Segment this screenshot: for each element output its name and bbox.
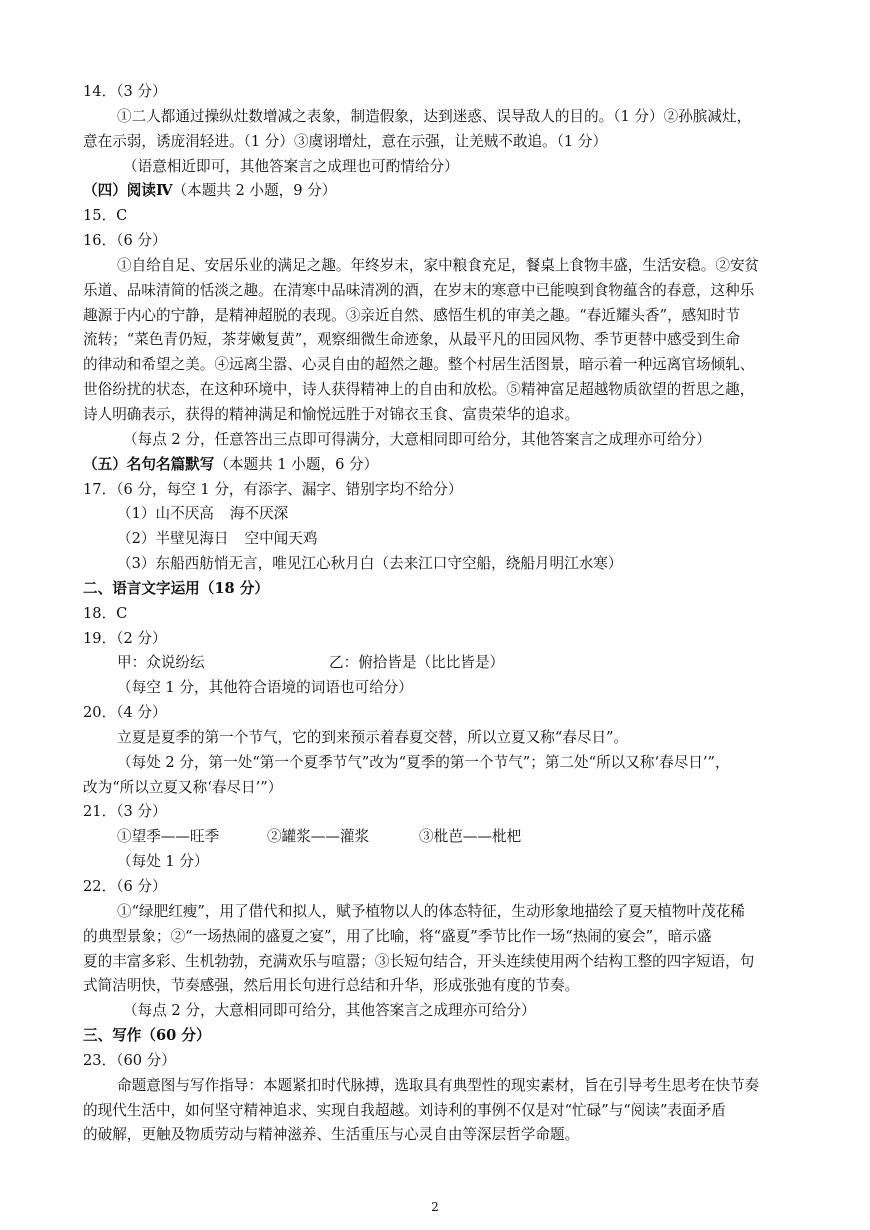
q22-line-3: 夏的丰富多彩、生机勃勃，充满欢乐与喧嚣；③长短句结合，开头连续使用两个结构工整的四字短语，句 (83, 952, 755, 970)
q22-line-4: 式简洁明快，节奏感强，然后用长句进行总结和升华，形成张弛有度的节奏。 (83, 977, 580, 995)
q16-note: （每点 2 分，任意答出三点即可得满分，大意相同即可给分，其他答案言之成理亦可给分） (123, 430, 711, 448)
item-answer-b: 海不厌深 (229, 505, 289, 523)
q20-heading: 20．（4 分） (83, 704, 167, 722)
item-answer-a: 山不厌高 (155, 505, 214, 523)
q20-answer: 立夏是夏季的第一个节气，它的到来预示着春夏交替，所以立夏又称“春尽日”。 (117, 728, 629, 746)
q14-note: （语意相近即可，其他答案言之成理也可酌情给分） (123, 157, 459, 175)
q15-answer: 15．C (83, 207, 128, 225)
section-desc: （本题共 1 小题，6 分） (214, 455, 379, 473)
item-answer-a: 东船西舫悄无言，唯见江心秋月白（去来江口守空船，绕船月明江水寒） (155, 555, 623, 573)
correction-1: ①望季——旺季 (117, 828, 220, 846)
q14-line-1: ①二人都通过操纵灶数增减之表象，制造假象，达到迷惑、误导敌人的目的。（1 分）②孙膑减灶， (117, 107, 752, 125)
q14-line-2: 意在示弱，诱庞涓轻进。（1 分）③虞诩增灶，意在示强，让羌贼不敢追。（1 分） (83, 132, 608, 150)
part-heading-writing (83, 1024, 783, 1049)
item-answer-a: 半壁见海日 (155, 530, 229, 548)
answer-jia: 甲：众说纷纭 (117, 654, 205, 672)
q16-line-1: ①自给自足、安居乐业的满足之趣。年终岁末，家中粮食充足，餐桌上食物丰盛，生活安稳。②安贫 (117, 256, 760, 274)
q16-line-2: 乐道、品味清简的恬淡之趣。在清寒中品味清冽的酒，在岁末的寒意中已能嗅到食物蕴含的春意，这种乐 (83, 281, 755, 299)
q18-answer: 18．C (83, 604, 128, 622)
q21-answers (83, 825, 783, 850)
q20-note-line-2: 改为“所以立夏又称‘春尽日’”） (83, 778, 283, 796)
q16-heading: 16．（6 分） (83, 232, 167, 250)
answer-yi: 乙：俯拾皆是（比比皆是） (329, 654, 505, 672)
q22-heading: 22．（6 分） (83, 878, 167, 895)
q14-heading: 14．（3 分） (83, 83, 167, 100)
q19-note: （每空 1 分，其他符合语境的词语也可给分） (117, 679, 413, 697)
part-desc: （60 分） (141, 1027, 211, 1045)
section-title: （五）名句名篇默写 (83, 455, 215, 473)
q16-line-3: 趣源于内心的宁静，是精神超脱的表现。③亲近自然、感悟生机的审美之趣。“春近耀头香”，感知时节 (83, 306, 741, 324)
section-heading-reading-4 (83, 179, 783, 204)
q19-answers (83, 651, 783, 676)
q20-note-line-1: （每处 2 分，第一处“第一个夏季节气”改为“夏季的第一个节气”；第二处“所以又称‘春尽日’”， (117, 753, 730, 771)
item-number: （2） (117, 530, 156, 548)
q17-item-3 (83, 552, 783, 577)
q22-line-2: 的典型景象；②“一场热闹的盛夏之宴”，用了比喻，将“盛夏”季节比作一场“热闹的宴会”，暗示盛 (83, 927, 712, 945)
part-title: 二、语言文字运用 (83, 579, 200, 597)
q17-item-1 (83, 502, 783, 527)
q22-line-1: ①“绿肥红瘦”，用了借代和拟人，赋予植物以人的体态特征，生动形象地描绘了夏天植物叶茂花稀 (117, 902, 745, 920)
part-title: 三、写作 (83, 1027, 142, 1045)
q23-line-2: 的现代生活中，如何坚守精神追求、实现自我超越。刘诗利的事例不仅是对“忙碌”与“阅读”表面矛盾 (83, 1101, 726, 1119)
section-title: （四）阅读Ⅳ (83, 182, 173, 200)
item-number: （1） (117, 505, 156, 523)
answer-content (83, 80, 783, 1148)
q22-note: （每点 2 分，大意相同即可给分，其他答案言之成理亦可给分） (123, 1002, 536, 1020)
item-answer-b: 空中闻天鸡 (244, 530, 318, 548)
q23-line-3: 的破解，更触及物质劳动与精神滋养、生活重压与心灵自由等深层哲学命题。 (83, 1126, 580, 1144)
q23-line-1: 命题意图与写作指导：本题紧扣时代脉搏，选取具有典型性的现实素材，旨在引导考生思考在快节奏 (117, 1076, 760, 1094)
q21-heading: 21．（3 分） (83, 803, 167, 821)
correction-2: ②罐浆——灌浆 (267, 828, 370, 846)
part-heading-language-use (83, 577, 783, 602)
q16-line-7: 诗人明确表示，获得的精神满足和愉悦远胜于对锦衣玉食、富贵荣华的追求。 (83, 405, 580, 423)
q17-item-2 (83, 527, 783, 552)
item-number: （3） (117, 555, 156, 573)
q23-heading: 23．（60 分） (83, 1051, 176, 1069)
q21-note: （每处 1 分） (117, 853, 209, 871)
q19-heading: 19．（2 分） (83, 629, 167, 647)
part-desc: （18 分） (199, 579, 269, 597)
q16-line-5: 的律动和希望之美。④远离尘嚣、心灵自由的超然之趣。整个村居生活图景，暗示着一种远离官场倾轧、 (83, 356, 755, 374)
q16-line-4: 流转；“菜色青仍短，茶芽嫩复黄”，观察细微生命迹象，从最平凡的田园风物、季节更替中感受到生命 (83, 331, 741, 349)
q16-line-6: 世俗纷扰的状态，在这种环境中，诗人获得精神上的自由和放松。⑤精神富足超越物质欲望的哲思之趣， (83, 381, 755, 399)
q17-heading: 17．（6 分，每空 1 分，有添字、漏字、错别字均不给分） (83, 480, 463, 498)
correction-3: ③枇芭——枇杷 (419, 828, 522, 846)
section-desc: （本题共 2 小题，9 分） (172, 182, 337, 200)
section-heading-recitation (83, 453, 783, 478)
page-number: 2 (431, 1200, 439, 1214)
